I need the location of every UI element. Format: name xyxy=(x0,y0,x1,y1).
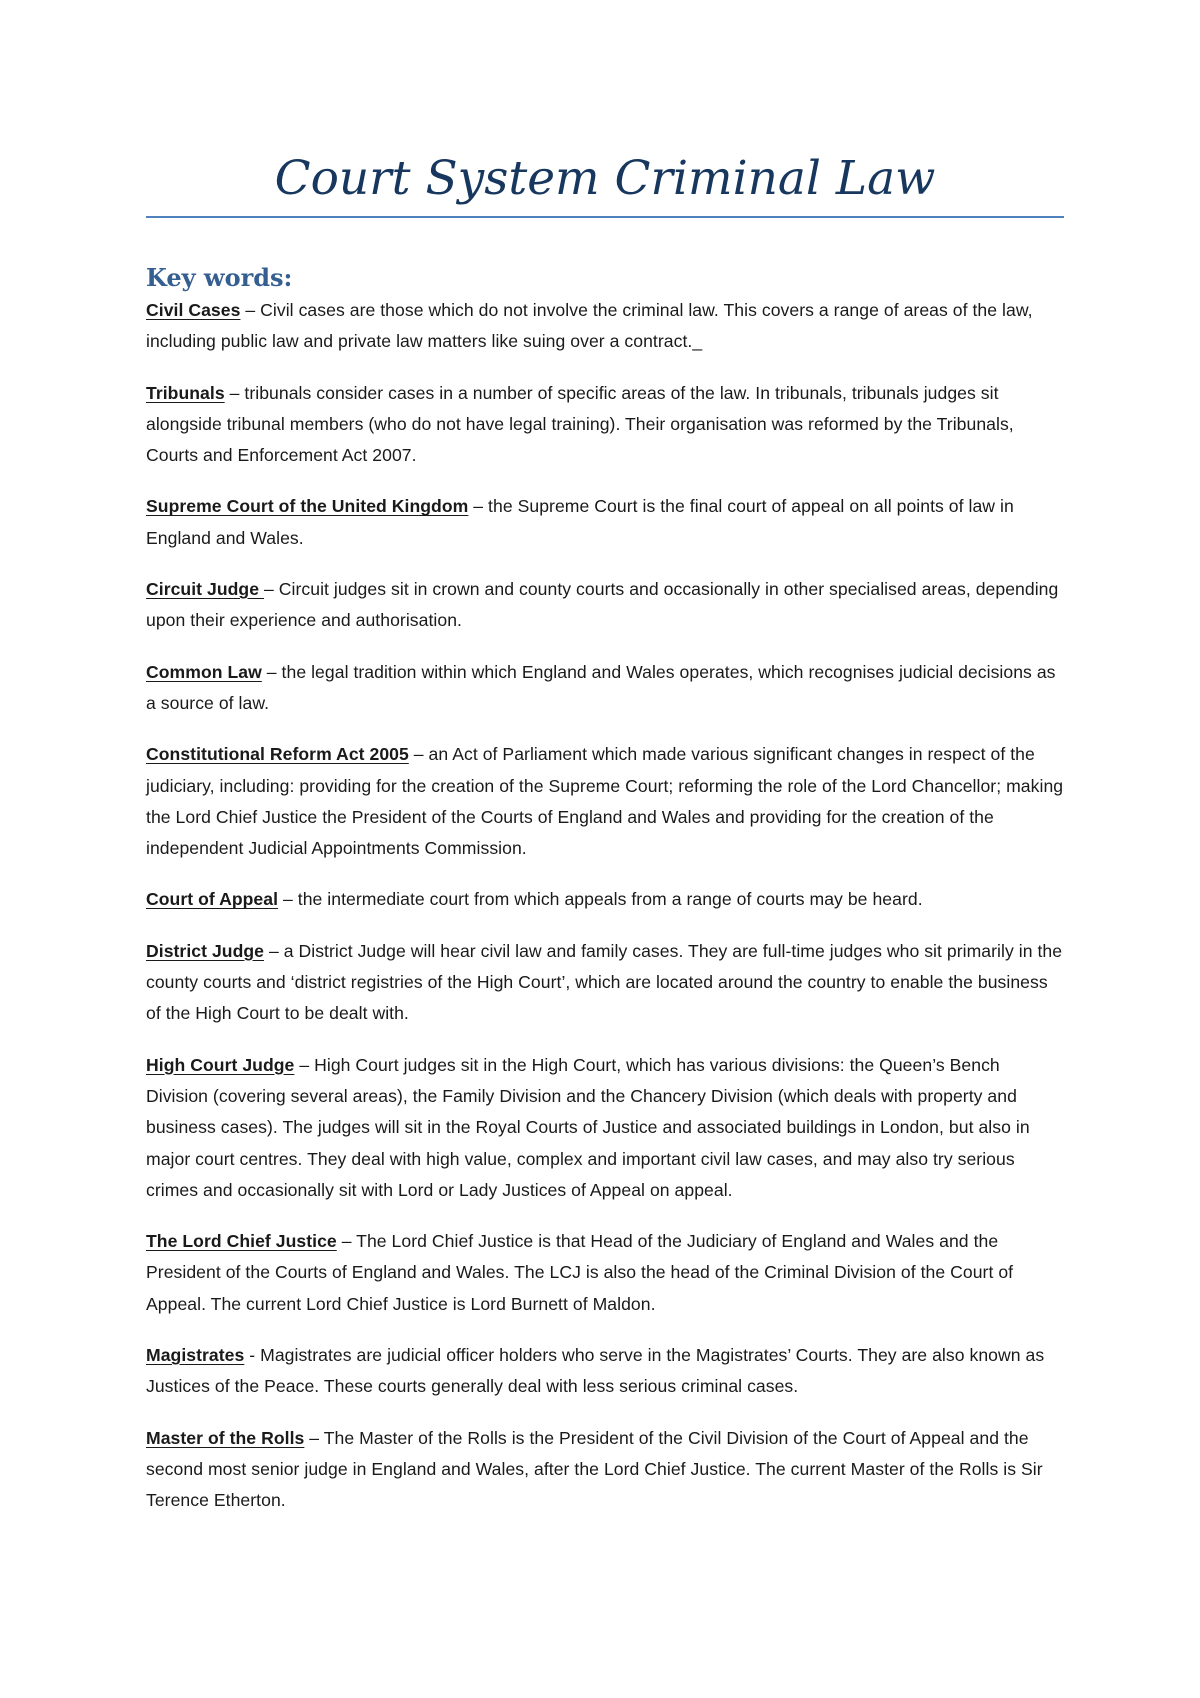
keyword-definition: – an Act of Parliament which made various significant changes in respect of the judiciary, including: providing for the creation of the Supreme Court; reforming the role of the Lord Chancellor; making the Lord Chief Justice the President of the Courts of England and Wales and providing for the creation of the independent Judicial Appointments Commission. xyxy=(146,744,1064,859)
keyword-term: Court of Appeal xyxy=(146,889,279,910)
keyword-definition: – Circuit judges sit in crown and county courts and occasionally in other specialised areas, depending upon their experience and authorisation. xyxy=(146,579,1059,631)
keyword-entry-lord-chief-justice xyxy=(146,1226,1064,1320)
keyword-entry-common-law xyxy=(146,657,1064,720)
keyword-entry-circuit-judge xyxy=(146,574,1064,637)
keyword-term: District Judge xyxy=(146,940,265,961)
keyword-entry-master-of-the-rolls xyxy=(146,1423,1064,1517)
keyword-entry-tribunals xyxy=(146,378,1064,472)
keyword-definition: – the Supreme Court is the final court of appeal on all points of law in England and Wales. xyxy=(146,496,1014,548)
keyword-list xyxy=(146,295,1064,1517)
keyword-definition: – Civil cases are those which do not involve the criminal law. This covers a range of areas of the law, including public law and private law matters like suing over a contract._ xyxy=(146,300,1033,352)
keyword-entry-constitutional-reform-act xyxy=(146,739,1064,864)
keyword-definition: – tribunals consider cases in a number of specific areas of the law. In tribunals, tribunals judges sit alongside tribunal members (who do not have legal training). Their organisation was reformed by the Tribunals, Courts and Enforcement Act 2007. xyxy=(146,382,1014,466)
keyword-definition: – High Court judges sit in the High Court, which has various divisions: the Queen’s Bench Division (covering several areas), the Family Division and the Chancery Division (which deals with property and business cases). The judges will sit in the Royal Courts of Justice and associated buildings in London, but also in major court centres. They deal with high value, complex and important civil law cases, and may also try serious crimes and occasionally sit with Lord or Lady Justices of Appeal on appeal. xyxy=(146,1054,1030,1200)
keyword-entry-high-court-judge xyxy=(146,1050,1064,1206)
keyword-term: Common Law xyxy=(146,661,262,682)
keyword-term: Constitutional Reform Act 2005 xyxy=(146,744,409,765)
keyword-term: Supreme Court of the United Kingdom xyxy=(146,496,469,517)
keyword-term: High Court Judge xyxy=(146,1054,295,1075)
keyword-definition: - Magistrates are judicial officer holders who serve in the Magistrates’ Courts. They are also known as Justices of the Peace. These courts generally deal with less serious criminal cases. xyxy=(146,1345,1045,1397)
keyword-term: The Lord Chief Justice xyxy=(146,1231,337,1252)
keywords-heading: Key words: xyxy=(146,263,293,292)
keyword-term: Tribunals xyxy=(146,382,225,403)
title-underline-rule xyxy=(146,216,1064,218)
keyword-term: Civil Cases xyxy=(146,300,241,320)
keyword-definition: – The Lord Chief Justice is that Head of the Judiciary of England and Wales and the President of the Courts of England and Wales. The LCJ is also the head of the Criminal Division of the Court of Appeal. The current Lord Chief Justice is Lord Burnett of Maldon. xyxy=(146,1231,1014,1314)
keyword-definition: – the legal tradition within which England and Wales operates, which recognises judicial decisions as a source of law. xyxy=(146,661,1056,713)
document-title: Court System Criminal Law xyxy=(274,151,936,206)
keyword-entry-magistrates xyxy=(146,1340,1064,1403)
keyword-definition: – a District Judge will hear civil law and family cases. They are full-time judges who sit primarily in the county courts and ‘district registries of the High Court’, which are located around the country to enable the business of the High Court to be dealt with. xyxy=(146,940,1063,1024)
keyword-term: Master of the Rolls xyxy=(146,1427,305,1448)
keyword-definition: – the intermediate court from which appeals from a range of courts may be heard. xyxy=(278,889,923,910)
keyword-term: Circuit Judge xyxy=(146,579,265,600)
keyword-entry-supreme-court xyxy=(146,491,1064,554)
keyword-entry-district-judge xyxy=(146,936,1064,1030)
keyword-definition: – The Master of the Rolls is the President of the Civil Division of the Court of Appeal and the second most senior judge in England and Wales, after the Lord Chief Justice. The current Master of the Rolls is Sir Terence Etherton. xyxy=(146,1427,1043,1511)
keyword-term: Magistrates xyxy=(146,1345,245,1366)
document-content xyxy=(146,0,1064,1537)
keyword-entry-court-of-appeal xyxy=(146,884,1064,915)
keyword-entry-civil-cases xyxy=(146,295,1064,358)
